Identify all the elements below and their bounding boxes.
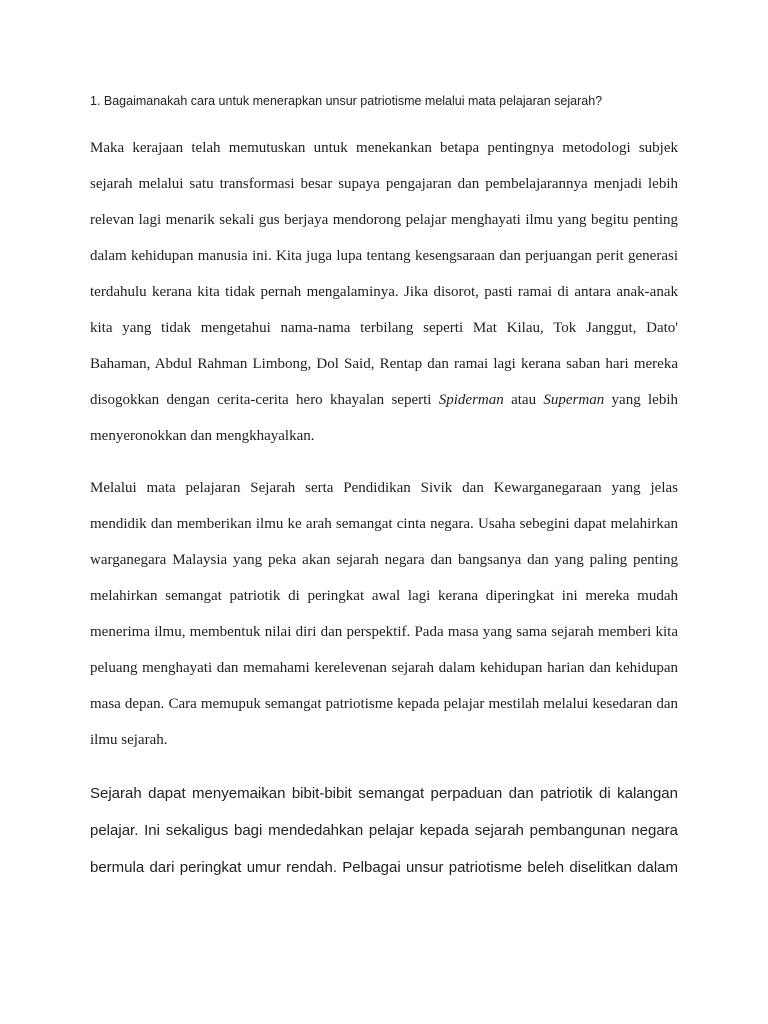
paragraph-2 bbox=[90, 470, 678, 758]
paragraph-1-line: Bahaman, Abdul Rahman Limbong, Dol Said, Rentap dan ramai lagi kerana saban hari mereka bbox=[90, 356, 678, 372]
question-heading: 1. Bagaimanakah cara untuk menerapkan unsur patriotisme melalui mata pelajaran sejarah? bbox=[90, 94, 603, 108]
paragraph-1-line: terdahulu kerana kita tidak pernah mengalaminya. Jika disorot, pasti ramai di antara anak-anak bbox=[90, 284, 678, 300]
paragraph-1-line: sejarah melalui satu transformasi besar supaya pengajaran dan pembelajarannya menjadi lebih bbox=[90, 176, 678, 192]
paragraph-1-line-with-italics bbox=[90, 382, 678, 418]
text-segment: atau bbox=[503, 392, 544, 408]
paragraph-1-line: dalam kehidupan manusia ini. Kita juga lupa tentang kesengsaraan dan perjuangan perit generasi bbox=[90, 248, 678, 264]
paragraph-1 bbox=[90, 130, 678, 454]
paragraph-2-line: melahirkan semangat patriotik di peringkat awal lagi kerana diperingkat ini mereka mudah bbox=[90, 588, 678, 604]
paragraph-2-line: peluang menghayati dan memahami kerelevenan sejarah dalam kehidupan harian dan kehidupan bbox=[90, 660, 678, 676]
paragraph-2-line: ilmu sejarah. bbox=[90, 732, 168, 748]
paragraph-3 bbox=[90, 775, 678, 886]
paragraph-1-line: menyeronokkan dan mengkhayalkan. bbox=[90, 428, 315, 444]
text-segment: yang lebih bbox=[604, 392, 679, 408]
paragraph-3-line: bermula dari peringkat umur rendah. Pelbagai unsur patriotisme beleh diselitkan dalam bbox=[90, 859, 678, 876]
paragraph-3-line: Sejarah dapat menyemaikan bibit-bibit semangat perpaduan dan patriotik di kalangan bbox=[90, 785, 678, 802]
paragraph-2-line: warganegara Malaysia yang peka akan sejarah negara dan bangsanya dan yang paling penting bbox=[90, 552, 678, 568]
text-segment: disogokkan dengan cerita-cerita hero khayalan seperti bbox=[90, 392, 439, 408]
paragraph-2-line: masa depan. Cara memupuk semangat patriotisme kepada pelajar mestilah melalui kesedaran dan bbox=[90, 696, 678, 712]
paragraph-1-line: kita yang tidak mengetahui nama-nama terbilang seperti Mat Kilau, Tok Janggut, Dato' bbox=[90, 320, 678, 336]
italic-term-spiderman: Spiderman bbox=[438, 392, 504, 408]
italic-term-superman: Superman bbox=[543, 392, 605, 408]
paragraph-2-line: menerima ilmu, membentuk nilai diri dan perspektif. Pada masa yang sama sejarah memberi kita bbox=[90, 624, 678, 640]
paragraph-2-line: mendidik dan memberikan ilmu ke arah semangat cinta negara. Usaha sebegini dapat melahirkan bbox=[90, 516, 678, 532]
paragraph-1-line: relevan lagi menarik sekali gus berjaya mendorong pelajar menghayati ilmu yang begitu penting bbox=[90, 212, 678, 228]
paragraph-3-line: pelajar. Ini sekaligus bagi mendedahkan pelajar kepada sejarah pembangunan negara bbox=[90, 822, 678, 839]
paragraph-1-line: Maka kerajaan telah memutuskan untuk menekankan betapa pentingnya metodologi subjek bbox=[90, 140, 678, 156]
paragraph-2-line: Melalui mata pelajaran Sejarah serta Pendidikan Sivik dan Kewarganegaraan yang jelas bbox=[90, 480, 678, 496]
